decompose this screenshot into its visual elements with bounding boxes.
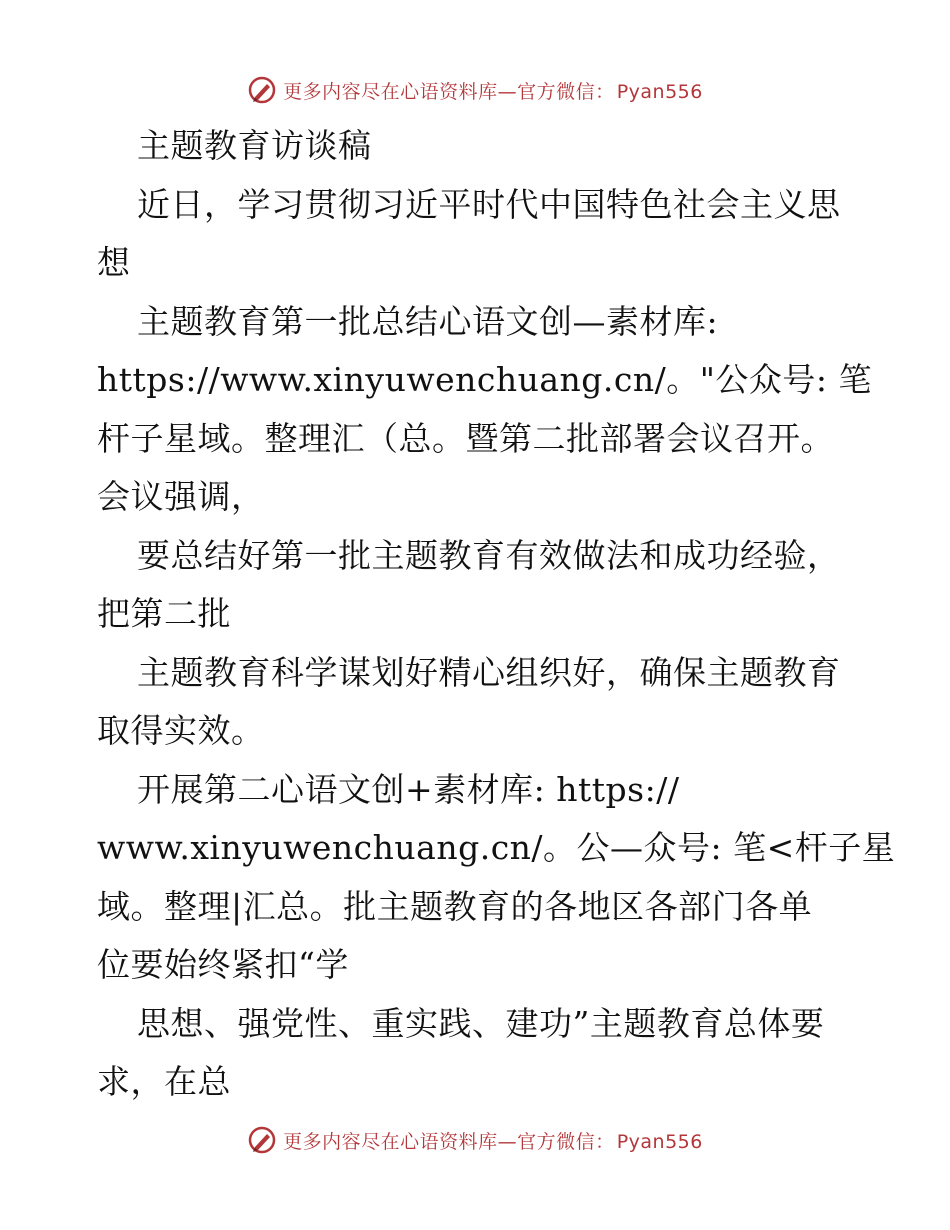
document-body [97,117,896,1112]
paragraph-line: 求，在总 [97,1062,231,1101]
header-banner-wechat-id: Pyan556 [616,80,703,103]
paragraph-line: 思想、强党性、重实践、建功”主题教育总体要 [137,1003,825,1043]
document-title: 主题教育访谈稿 [137,126,372,165]
paragraph-line: www.xinyuwenchuang.cn/。公—众号: 笔<杆子星 [97,828,896,867]
footer-banner-title: 更多内容尽在心语资料库 [283,1130,498,1153]
paragraph-line: 取得实效。 [97,711,265,750]
pen-logo-icon [247,75,277,105]
paragraph-line: 位要始终紧扣“学 [97,945,349,984]
paragraph-line: 把第二批 [97,594,231,633]
paragraph-line: 开展第二心语文创+素材库: https:// [137,769,680,809]
footer-banner [0,1120,950,1160]
paragraph-line: 想 [97,243,131,282]
paragraph-line: 会议强调， [97,477,265,516]
header-banner-title: 更多内容尽在心语资料库 [283,80,498,103]
header-banner-separator: — [497,80,518,103]
paragraph-line: https://www.xinyuwenchuang.cn/。"公众号: 笔 [97,360,873,399]
footer-banner-text [283,1127,703,1154]
paragraph-line: 要总结好第一批主题教育有效做法和成功经验， [137,535,841,575]
paragraph-line: 主题教育第一批总结心语文创—素材库: [137,301,719,341]
header-banner-wechat-label: 官方微信： [517,80,615,103]
paragraph-line: 近日，学习贯彻习近平时代中国特色社会主义思 [137,184,841,224]
footer-banner-wechat-label: 官方微信： [517,1130,615,1153]
paragraph-line: 主题教育科学谋划好精心组织好，确保主题教育 [137,652,841,692]
footer-banner-separator: — [497,1130,518,1153]
footer-banner-wechat-id: Pyan556 [616,1130,703,1153]
header-banner-text [283,77,703,104]
paragraph-line: 域。整理|汇总。批主题教育的各地区各部门各单 [97,886,813,926]
paragraph-line: 杆子星域。整理汇（总。暨第二批部署会议召开。 [97,418,834,458]
header-banner [0,70,950,110]
pen-logo-icon [247,1125,277,1155]
